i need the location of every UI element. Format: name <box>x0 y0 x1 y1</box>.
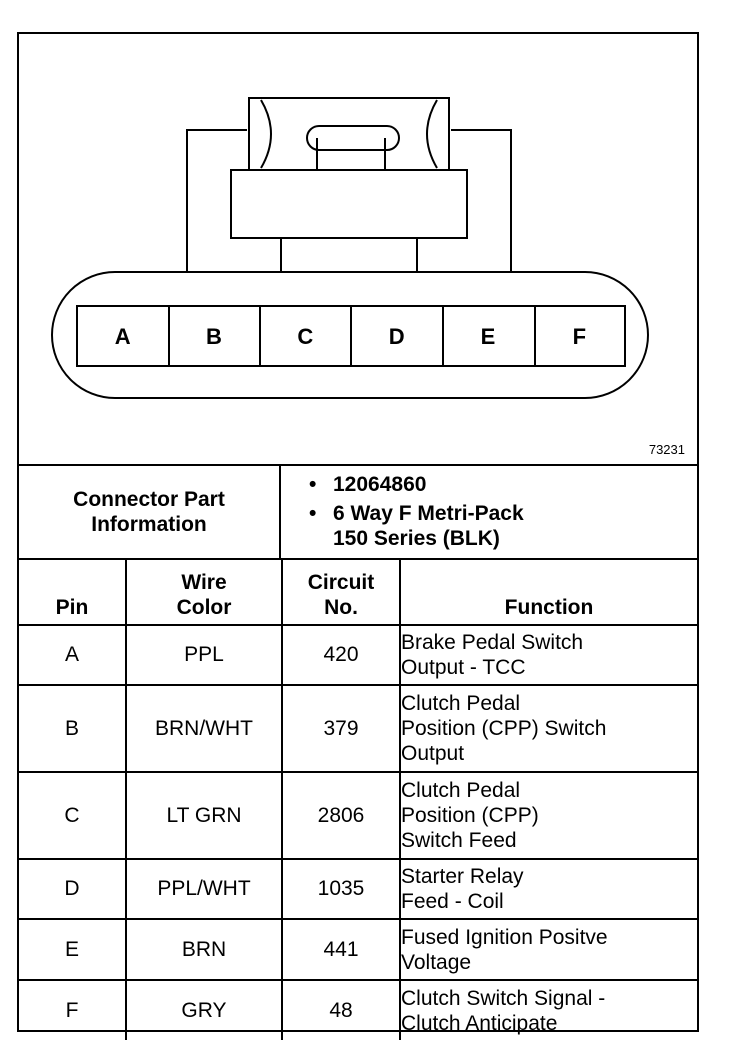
function-cell: Clutch Switch Signal - Clutch Anticipate <box>400 980 697 1040</box>
pin-letter-d: D <box>388 324 405 349</box>
connector-sheet <box>17 32 699 1035</box>
header-wire-color: Wire Color <box>126 560 282 625</box>
function-cell: Clutch Pedal Position (CPP) Switch Output <box>400 685 697 772</box>
bullet-icon: • <box>309 473 317 496</box>
latch-body <box>231 170 467 238</box>
pin-cell: A <box>19 625 126 685</box>
pin-table-header <box>19 560 697 625</box>
pin-cell: E <box>19 919 126 980</box>
pin-cell: B <box>19 685 126 772</box>
header-pin: Pin <box>19 560 126 625</box>
table-row <box>19 685 697 772</box>
part-number: 12064860 <box>333 473 427 496</box>
pin-cell: D <box>19 859 126 919</box>
function-cell: Starter Relay Feed - Coil <box>400 859 697 919</box>
connector-type: 6 Way F Metri-Pack 150 Series (BLK) <box>333 502 524 550</box>
latch-cap-right-curve <box>427 100 437 168</box>
function-cell: Clutch Pedal Position (CPP) Switch Feed <box>400 772 697 859</box>
table-row <box>19 919 697 980</box>
wire-color-cell: PPL <box>126 625 282 685</box>
latch-stem <box>281 238 417 272</box>
header-circuit-no: Circuit No. <box>282 560 400 625</box>
wire-color-cell: BRN/WHT <box>126 685 282 772</box>
latch-notch <box>317 138 385 170</box>
latch-outer-bracket <box>187 130 511 272</box>
pin-table <box>19 560 697 1040</box>
function-cell: Fused Ignition Positve Voltage <box>400 919 697 980</box>
table-row <box>19 772 697 859</box>
connector-diagram <box>19 34 697 464</box>
connector-info-bullets <box>309 472 524 555</box>
connector-type-bullet <box>309 501 524 551</box>
pin-letter-e: E <box>480 324 496 349</box>
header-function: Function <box>400 560 697 625</box>
table-row <box>19 859 697 919</box>
circuit-cell: 379 <box>282 685 400 772</box>
pin-letter-c: C <box>297 324 314 349</box>
circuit-cell: 420 <box>282 625 400 685</box>
table-row <box>19 625 697 685</box>
bullet-icon: • <box>309 502 317 525</box>
figure-number: 73231 <box>648 442 685 457</box>
pin-cell: F <box>19 980 126 1040</box>
circuit-cell: 48 <box>282 980 400 1040</box>
wire-color-cell: PPL/WHT <box>126 859 282 919</box>
circuit-cell: 2806 <box>282 772 400 859</box>
pin-letter-a: A <box>114 324 131 349</box>
connector-face-drawing <box>19 34 697 464</box>
function-cell: Brake Pedal Switch Output - TCC <box>400 625 697 685</box>
connector-part-info <box>19 464 697 560</box>
wire-color-cell: LT GRN <box>126 772 282 859</box>
latch-cap <box>249 98 449 170</box>
pin-letter-b: B <box>206 324 222 349</box>
wire-color-cell: BRN <box>126 919 282 980</box>
latch-cap-left-curve <box>261 100 271 168</box>
connector-info-label: Connector Part Information <box>19 466 281 558</box>
part-number-bullet <box>309 472 524 497</box>
wire-color-cell: GRY <box>126 980 282 1040</box>
circuit-cell: 1035 <box>282 859 400 919</box>
pin-letter-f: F <box>572 324 587 349</box>
table-row <box>19 980 697 1040</box>
circuit-cell: 441 <box>282 919 400 980</box>
pin-cell: C <box>19 772 126 859</box>
